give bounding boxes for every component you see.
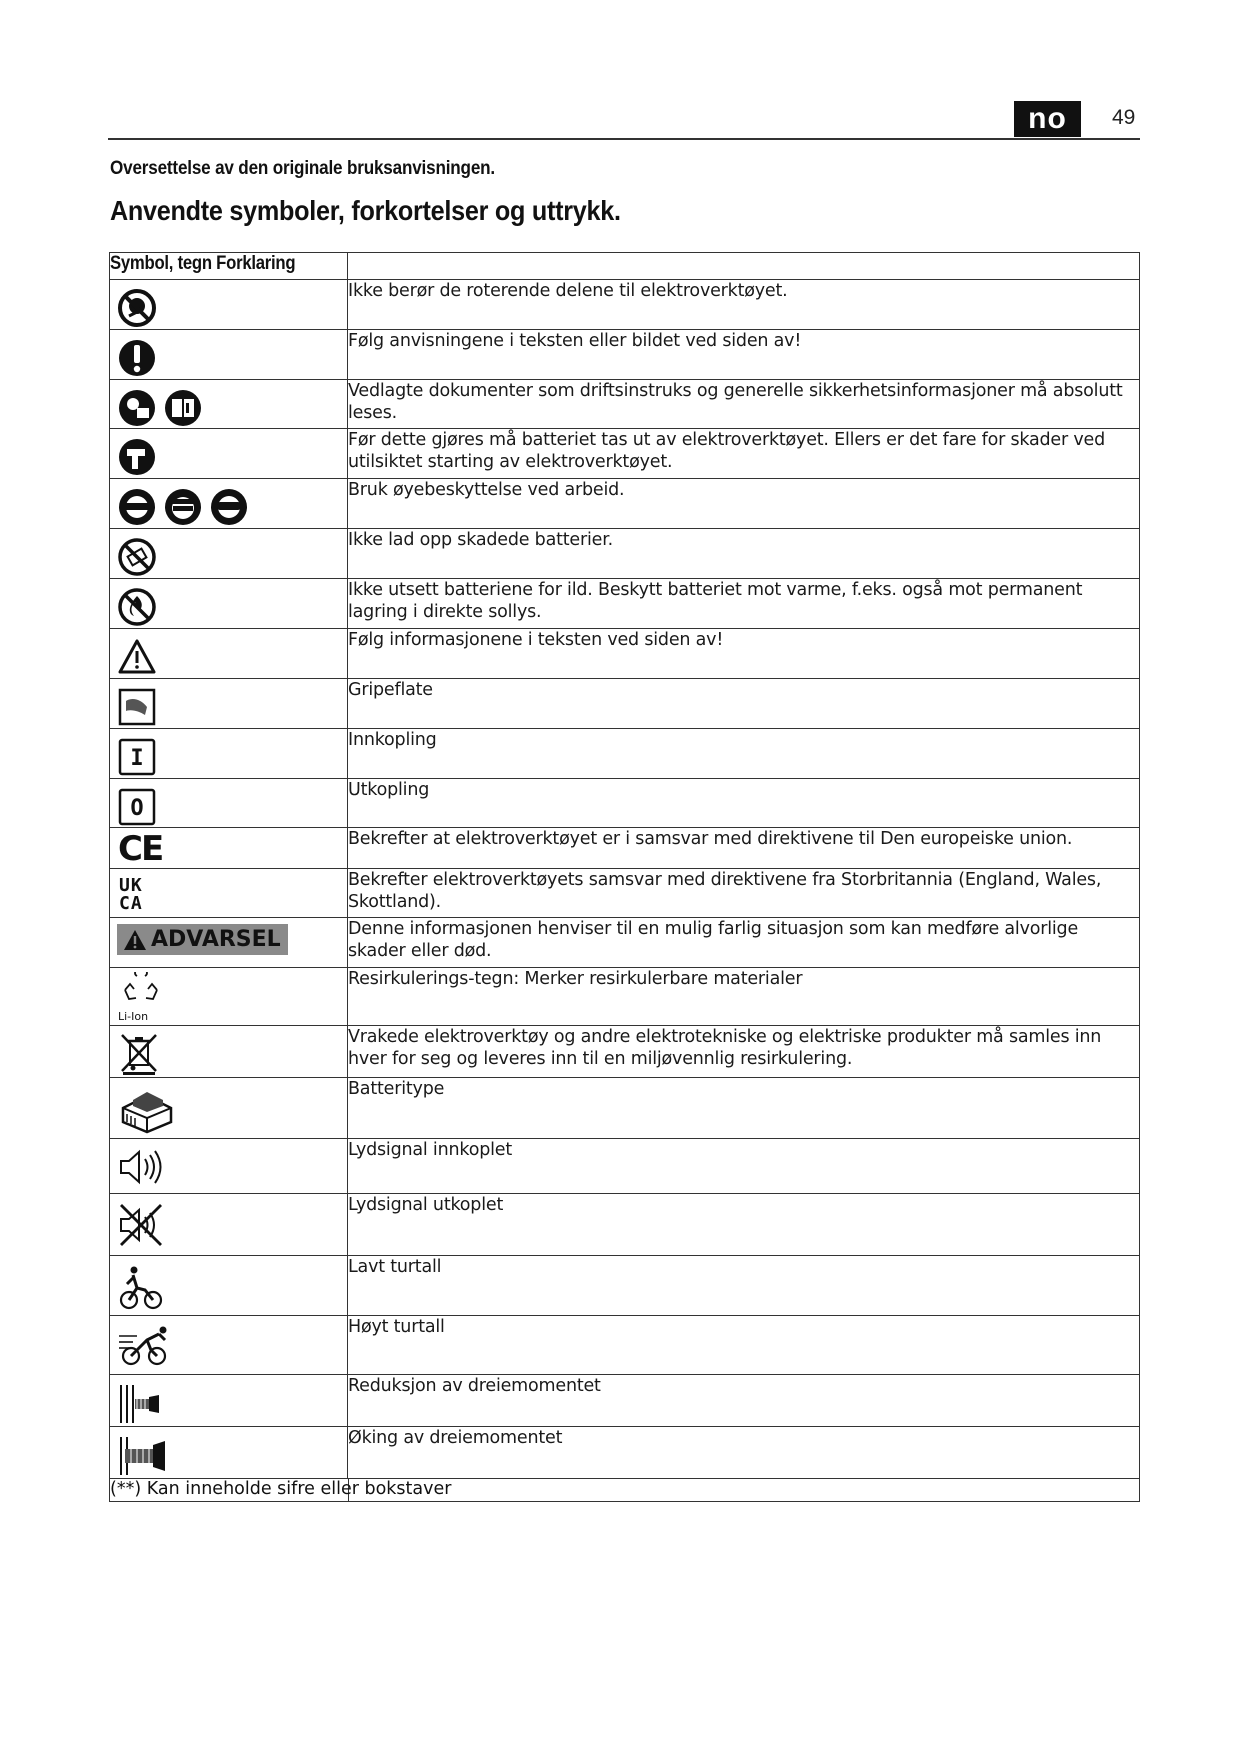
description-cell: Høyt turtall xyxy=(348,1316,1140,1375)
face-shield-icon xyxy=(163,487,203,527)
table-row xyxy=(110,1139,1140,1194)
table-row xyxy=(110,1256,1140,1316)
description-cell: Batteritype xyxy=(348,1078,1140,1139)
table-row xyxy=(110,1375,1140,1427)
table-row xyxy=(110,429,1140,479)
sound-off-icon xyxy=(117,1202,167,1248)
table-row xyxy=(110,1026,1140,1078)
no-fire-battery-icon xyxy=(117,587,157,627)
description-cell: Ikke utsett batteriene for ild. Beskytt batteriet mot varme, f.eks. også mot permanent lagring i direkte sollys. xyxy=(348,579,1140,629)
description-cell: Øking av dreiemomentet xyxy=(348,1427,1140,1479)
ce-mark-icon: CE xyxy=(118,829,163,869)
table-row xyxy=(110,918,1140,968)
description-cell: Innkopling xyxy=(348,729,1140,779)
description-cell: Lydsignal innkoplet xyxy=(348,1139,1140,1194)
warning-triangle-icon xyxy=(117,637,157,677)
grip-surface-icon xyxy=(117,687,157,727)
table-row xyxy=(110,729,1140,779)
subtitle: Oversettelse av den originale bruksanvisningen. xyxy=(110,158,495,179)
description-cell: Lydsignal utkoplet xyxy=(348,1194,1140,1256)
page-header xyxy=(108,100,1140,140)
manual-book-icon xyxy=(163,388,203,428)
table-row xyxy=(110,330,1140,380)
table-row xyxy=(110,479,1140,529)
recycling-li-ion-icon: Li-Ion xyxy=(110,972,347,1023)
table-row xyxy=(110,828,1140,869)
description-cell: Bekrefter at elektroverktøyet er i samsvar med direktivene til Den europeiske union. xyxy=(348,828,1140,869)
table-row xyxy=(110,629,1140,679)
sound-on-icon xyxy=(117,1147,167,1187)
torque-increase-icon xyxy=(117,1435,169,1477)
description-cell: Før dette gjøres må batteriet tas ut av elektroverktøyet. Ellers er det fare for skader ved utilsiktet starting av elektroverktøyet. xyxy=(348,429,1140,479)
battery-type-icon xyxy=(117,1082,175,1134)
page-number: 49 xyxy=(1112,106,1136,129)
exclamation-mandatory-icon xyxy=(117,338,157,378)
no-charge-damaged-battery-icon xyxy=(117,537,157,577)
header-description-empty xyxy=(348,253,1140,280)
svg-text:I: I xyxy=(130,746,144,771)
ukca-mark-icon: UK CA xyxy=(119,875,143,914)
description-cell: Lavt turtall xyxy=(348,1256,1140,1316)
table-row xyxy=(110,280,1140,330)
symbols-table xyxy=(109,252,1140,1502)
page-title: Anvendte symboler, forkortelser og uttrykk. xyxy=(110,195,621,226)
table-row xyxy=(110,1316,1140,1375)
torque-reduce-icon xyxy=(117,1383,165,1425)
warning-triangle-small-icon xyxy=(123,929,147,951)
table-header-row xyxy=(110,253,1140,280)
table-row xyxy=(110,1427,1140,1479)
table-row xyxy=(110,1078,1140,1139)
read-manual-icon xyxy=(117,388,157,428)
table-row xyxy=(110,968,1140,1026)
weee-crossed-bin-icon xyxy=(117,1031,161,1075)
description-cell: Bekrefter elektroverktøyets samsvar med direktivene fra Storbritannia (England, Wales, Skottland). xyxy=(348,869,1140,918)
description-cell: Denne informasjonen henviser til en mulig farlig situasjon som kan medføre alvorlige skader eller død. xyxy=(348,918,1140,968)
footnote-row xyxy=(110,1479,1140,1502)
goggles-icon xyxy=(209,487,249,527)
table-row xyxy=(110,869,1140,918)
remove-battery-icon xyxy=(117,437,157,477)
switch-off-icon xyxy=(117,787,157,827)
recycling-arrows-icon xyxy=(117,972,165,1010)
table-row xyxy=(110,529,1140,579)
footnote: (**) Kan inneholde sifre eller bokstaver xyxy=(110,1479,1140,1502)
description-cell: Følg anvisningene i teksten eller bildet ved siden av! xyxy=(348,330,1140,380)
description-cell: Vrakede elektroverktøy og andre elektrotekniske og elektriske produkter må samles inn hver for seg og leveres inn til en miljøvennlig resirkulering. xyxy=(348,1026,1140,1078)
description-cell: Følg informasjonene i teksten ved siden av! xyxy=(348,629,1140,679)
description-cell: Reduksjon av dreiemomentet xyxy=(348,1375,1140,1427)
low-speed-icon xyxy=(117,1264,165,1312)
table-row xyxy=(110,579,1140,629)
description-cell: Ikke lad opp skadede batterier. xyxy=(348,529,1140,579)
description-cell: Vedlagte dokumenter som driftsinstruks og generelle sikkerhetsinformasjoner må absolutt leses. xyxy=(348,380,1140,429)
table-row xyxy=(110,1194,1140,1256)
header-symbol: Symbol, tegn Forklaring xyxy=(110,253,348,280)
table-row xyxy=(110,779,1140,828)
description-cell: Gripeflate xyxy=(348,679,1140,729)
description-cell: Resirkulerings-tegn: Merker resirkulerbare materialer xyxy=(348,968,1140,1026)
high-speed-icon xyxy=(117,1324,173,1368)
advarsel-warning-icon: ADVARSEL xyxy=(117,924,288,955)
description-cell: Ikke berør de roterende delene til elektroverktøyet. xyxy=(348,280,1140,330)
svg-text:O: O xyxy=(130,796,144,821)
no-touch-rotating-parts-icon xyxy=(117,288,157,328)
switch-on-icon xyxy=(117,737,157,777)
table-row xyxy=(110,380,1140,429)
eye-protection-icon xyxy=(117,487,157,527)
description-cell: Utkopling xyxy=(348,779,1140,828)
table-row xyxy=(110,679,1140,729)
description-cell: Bruk øyebeskyttelse ved arbeid. xyxy=(348,479,1140,529)
language-badge: no xyxy=(1014,101,1081,137)
